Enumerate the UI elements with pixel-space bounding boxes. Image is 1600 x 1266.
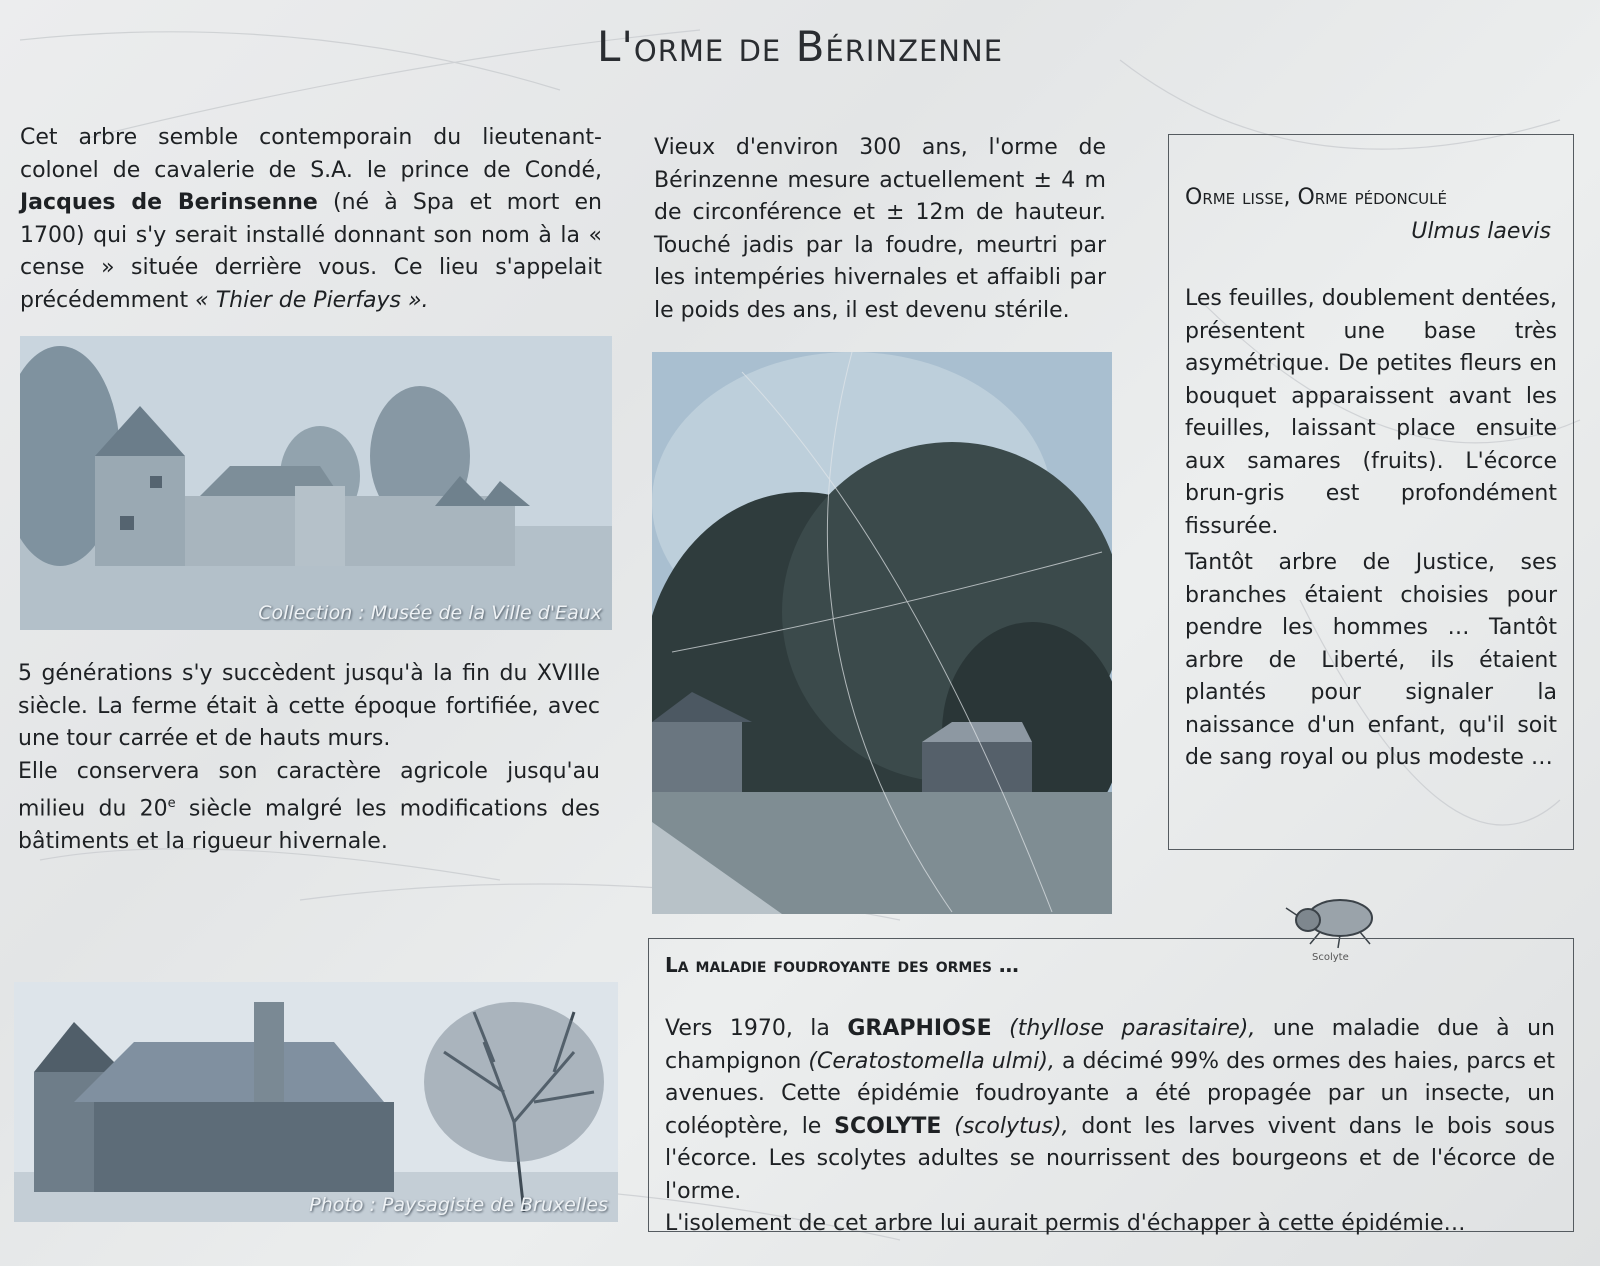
farm-engraving-photo (20, 336, 612, 630)
species-leaves-text: Les feuilles, doublement dentées, présentent une base très asymétrique. De petites fleurs en bouquet apparaissent avant les feuilles, laissant place ensuite aux samares (fruits). L'écorce brun-gris est profondément fissurée. (1185, 286, 1557, 539)
species-latin-name: Ulmus laevis (1411, 219, 1551, 244)
intro-paragraph (20, 122, 602, 317)
place-name: « Thier de Pierfays ». (195, 287, 429, 313)
person-name: Jacques de Berinsenne (20, 190, 318, 215)
century-sup: e (167, 796, 176, 811)
elm-tree-photo (652, 352, 1112, 914)
agriculture-text-a: Elle conservera son caractère agricole jusqu'au milieu du 20 (18, 758, 600, 822)
species-common-name: Orme lisse, Orme pédonculé (1185, 185, 1447, 210)
disease-text-1: Vers 1970, la (665, 1016, 848, 1041)
species-info-box (1168, 134, 1574, 850)
graphiose-term: GRAPHIOSE (847, 1016, 992, 1041)
disease-text (665, 1013, 1555, 1241)
disease-info-box (648, 938, 1574, 1236)
agriculture-text-b: siècle malgré les modifications des bâtiments et la rigueur hivernale. (18, 796, 600, 854)
scolytus-term: (scolytus), (954, 1113, 1069, 1139)
thyllose-term: (thyllose parasitaire), (1009, 1016, 1256, 1041)
page-title: L'orme de Bérinzenne (596, 22, 1004, 71)
ceratostomella-term: (Ceratostomella ulmi), (808, 1048, 1055, 1074)
generations-text: 5 générations s'y succèdent jusqu'à la fin du XVIIIe siècle. La ferme était à cette époque fortifiée, avec une tour carrée et de hauts murs. (18, 661, 600, 751)
intro-text-a: Cet arbre semble contemporain du lieutenant-colonel de cavalerie de S.A. le prince de Condé, (20, 125, 602, 183)
disease-text-3: a décimé 99% des ormes des haies, parcs et avenues. Cette épidémie foudroyante a été propagée par un insecte, un coléoptère, le (665, 1048, 1555, 1139)
age-paragraph (654, 132, 1106, 327)
disease-text-4: dont les larves vivent dans le bois sous l'écorce. Les scolytes adultes se nourrissent des bourgeons et de l'écorce de l'orme. (665, 1113, 1555, 1204)
disease-text-2: une maladie due à un champignon (665, 1016, 1555, 1074)
farm-tree-photo (14, 982, 618, 1222)
photo1-caption: Collection : Musée de la Ville d'Eaux (258, 602, 602, 624)
age-text: Vieux d'environ 300 ans, l'orme de Bérinzenne mesure actuellement ± 4 m de circonférence et ± 12m de hauteur. Touché jadis par la foudre, meurtri par les intempéries hivernales et affaibli par le poids des ans, il est devenu stérile. (654, 135, 1106, 323)
beetle-label: Scolyte (1312, 952, 1349, 963)
scolyte-term: SCOLYTE (834, 1113, 942, 1139)
disease-heading: La maladie foudroyante des ormes … (665, 953, 1019, 977)
photo2-caption: Photo : Paysagiste de Bruxelles (309, 1194, 608, 1216)
species-history-text: Tantôt arbre de Justice, ses branches étaient choisies pour pendre les hommes … Tantôt arbre de Liberté, ils étaient plantés pour signaler la naissance d'un enfant, qu'il soit de sang royal ou plus modeste … (1185, 550, 1557, 770)
disease-text-5: L'isolement de cet arbre lui aurait permis d'échapper à cette épidémie… (665, 1211, 1466, 1236)
generations-paragraph (18, 658, 600, 858)
intro-text-b: (né à Spa et mort en 1700) qui s'y serait installé donnant son nom à la « cense » située derrière vous. Ce lieu s'appelait précédemment (20, 190, 602, 313)
